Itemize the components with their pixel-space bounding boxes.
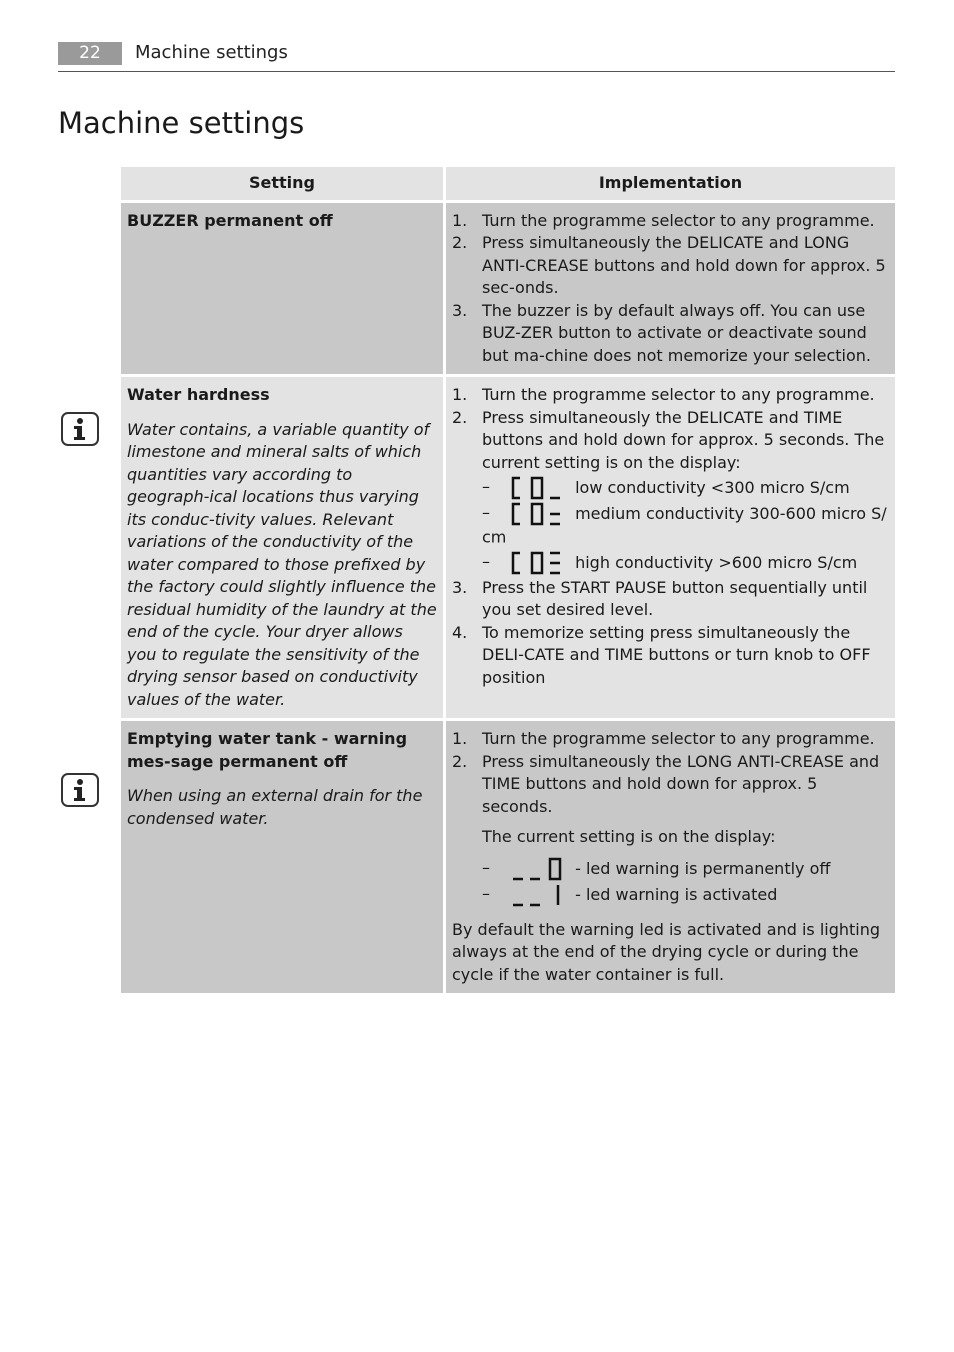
column-header-implementation: Implementation: [445, 167, 896, 201]
step-item: 3. The buzzer is by default always off. You can use BUZ-ZER button to activate or deactivate sound but ma-chine does not memorize your selection.: [452, 300, 871, 365]
implementation-cell: [445, 201, 896, 376]
segment-display-co-high-icon: [510, 551, 570, 575]
step-item: 2. Press simultaneously the LONG ANTI-CREASE and TIME buttons and hold down for approx. 5 seconds.: [452, 751, 880, 816]
steps-list: [452, 384, 889, 474]
step-item: 2. Press simultaneously the DELICATE and TIME buttons and hold down for approx. 5 seconds. The current setting is on the display:: [452, 407, 885, 472]
setting-description: Water contains, a variable quantity of limestone and mineral salts of which quantities vary according to geograph-ical locations thus varying its conduc-tivity values. Relevant variations of the conductivity of the water compared to those prefixed by the factory could slightly influence the residual humidity of the laundry at the end of the cycle. Your dryer allows you to regulate the sensitivity of the drying sensor based on conductivity values of the water.: [127, 419, 437, 709]
setting-cell: [121, 720, 445, 994]
step-item: 1. Turn the programme selector to any programme.: [452, 729, 875, 748]
steps-list: [452, 728, 889, 818]
display-option: – - led warning is permanently off: [452, 857, 889, 881]
step-item: 3. Press the START PAUSE button sequentially until you set desired level.: [452, 577, 868, 620]
setting-description: When using an external drain for the condensed water.: [127, 786, 423, 828]
column-header-setting: Setting: [121, 167, 445, 201]
implementation-cell: [445, 376, 896, 720]
page-header: [58, 40, 895, 72]
step-item: 4. To memorize setting press simultaneously the DELI-CATE and TIME buttons or turn knob to OFF position: [452, 622, 871, 687]
setting-name: Water hardness: [127, 385, 270, 404]
step-item: 1. Turn the programme selector to any programme.: [452, 385, 875, 404]
settings-table: [121, 167, 895, 993]
display-option: – medium conductivity 300-600 micro S/ cm: [482, 503, 887, 547]
page-title: Machine settings: [58, 106, 305, 140]
segment-display-co-medium-icon: [510, 502, 570, 526]
current-setting-text: The current setting is on the display:: [482, 827, 776, 846]
display-option: – - led warning is activated: [452, 883, 889, 907]
setting-cell: [121, 201, 445, 376]
note-text: By default the warning led is activated and is lighting always at the end of the drying cycle or during the cycle if the water container is full.: [452, 919, 881, 984]
implementation-cell: [445, 720, 896, 994]
display-option: – high conductivity >600 micro S/cm: [452, 551, 889, 575]
table-row-water-hardness: [121, 376, 895, 720]
steps-list: [452, 577, 889, 690]
segment-display-led-off-icon: [510, 857, 570, 881]
table-row-emptying-water-tank: [121, 720, 895, 994]
info-icon: [60, 772, 100, 808]
table-header-row: [121, 167, 895, 201]
header-section-title: Machine settings: [135, 42, 288, 63]
page-number: 22: [58, 42, 122, 65]
setting-cell: [121, 376, 445, 720]
setting-name: BUZZER permanent off: [127, 210, 333, 230]
display-option: – low conductivity <300 micro S/cm: [452, 476, 889, 500]
setting-name: Emptying water tank - warning mes-sage permanent off: [127, 729, 408, 771]
step-item: 1. Turn the programme selector to any programme.: [452, 210, 875, 230]
steps-list: [452, 210, 889, 368]
segment-display-led-on-icon: [510, 883, 570, 907]
segment-display-co-low-icon: [510, 476, 570, 500]
table-row-buzzer: [121, 201, 895, 376]
info-icon: [60, 411, 100, 447]
step-item: 2. Press simultaneously the DELICATE and LONG ANTI-CREASE buttons and hold down for approx. 5 sec-onds.: [452, 233, 886, 297]
